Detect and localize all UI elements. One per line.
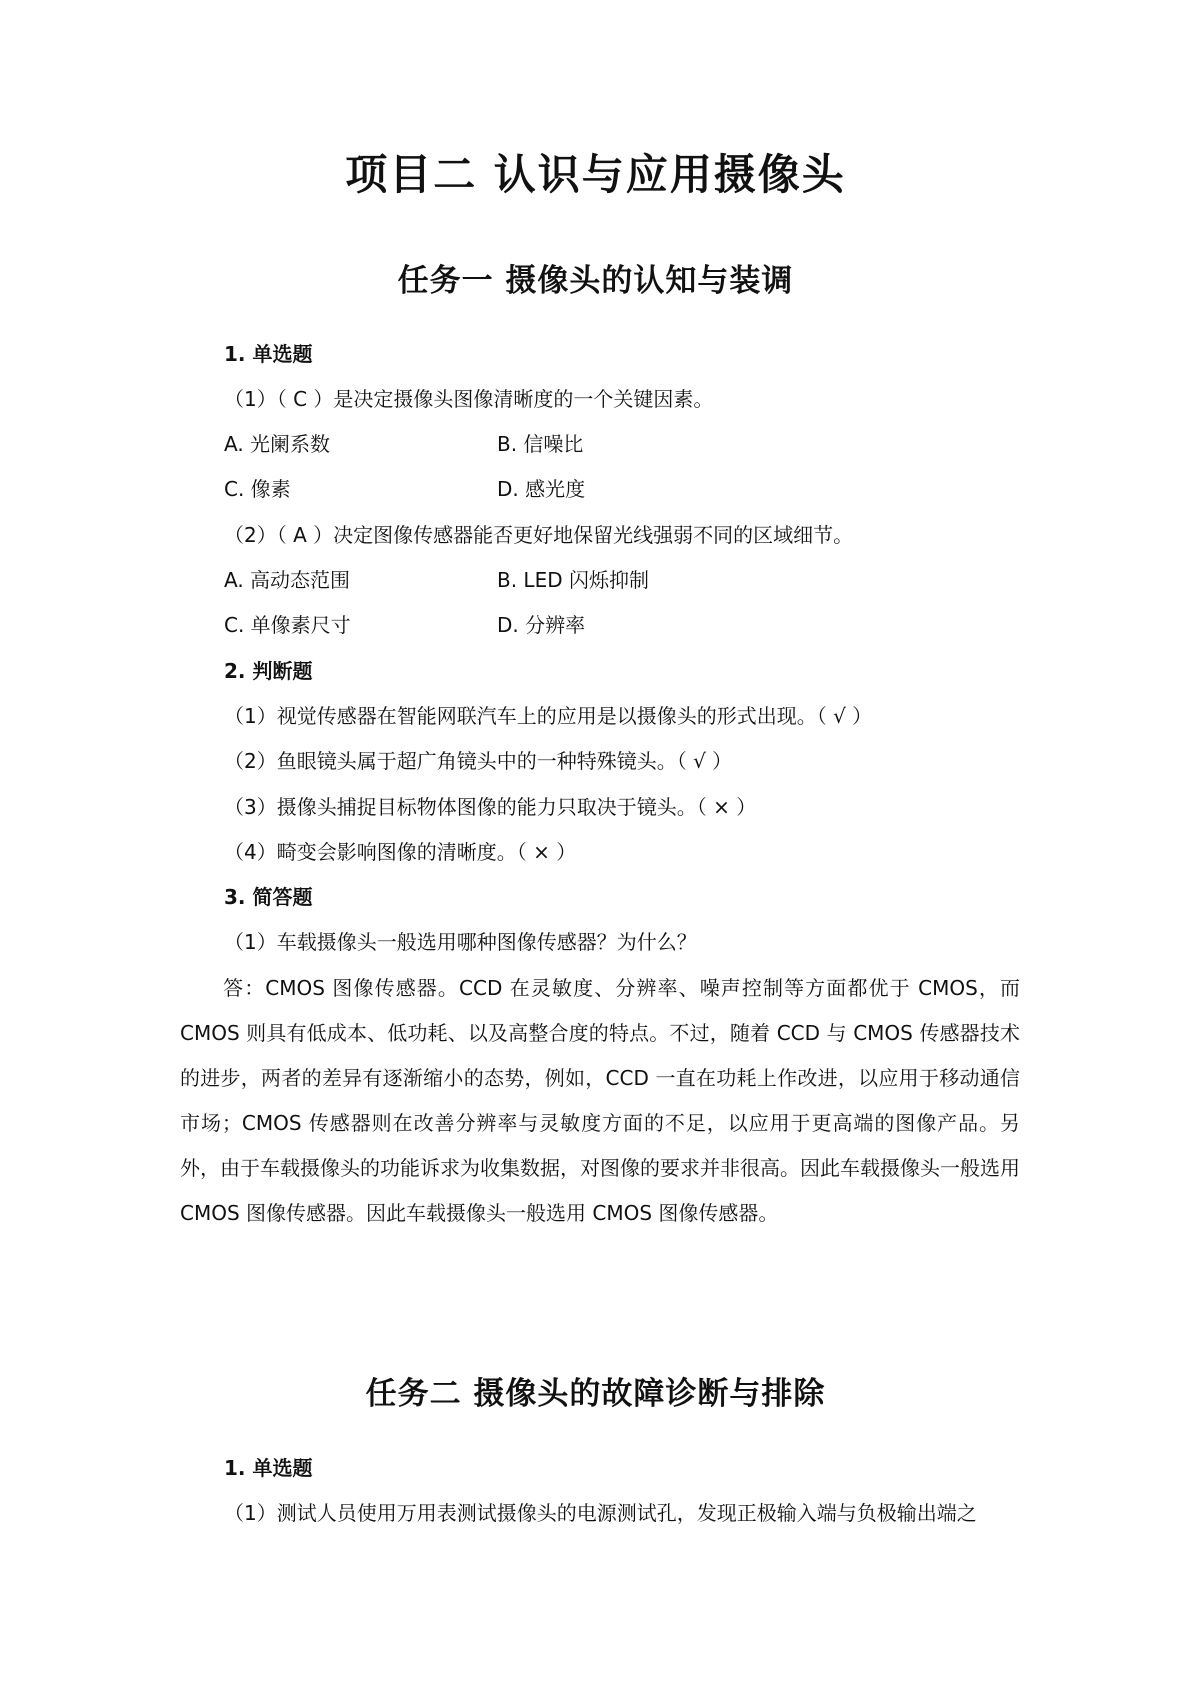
task1-q2-option-c: C. 单像素尺寸 bbox=[224, 613, 351, 637]
task1-q1-text: （1）（ C ）是决定摄像头图像清晰度的一个关键因素。 bbox=[224, 387, 714, 411]
task1-tf2: （2）鱼眼镜头属于超广角镜头中的一种特殊镜头。（ √ ） bbox=[224, 749, 733, 773]
task2-single-choice-heading: 1. 单选题 bbox=[224, 1456, 313, 1480]
task1-q1-option-b: B. 信噪比 bbox=[497, 432, 584, 456]
task1-q2-option-a: A. 高动态范围 bbox=[224, 568, 351, 592]
task1-q1-option-a: A. 光阑系数 bbox=[224, 432, 331, 456]
page-title: 项目二 认识与应用摄像头 bbox=[345, 150, 846, 199]
task1-short-answer-q1: （1）车载摄像头一般选用哪种图像传感器？为什么？ bbox=[224, 930, 697, 954]
task1-q2-option-d: D. 分辨率 bbox=[497, 613, 586, 637]
task1-q1-option-d: D. 感光度 bbox=[497, 477, 586, 501]
task1-short-answer-heading: 3. 简答题 bbox=[224, 885, 313, 909]
task1-tf3: （3）摄像头捕捉目标物体图像的能力只取决于镜头。（ × ） bbox=[224, 795, 757, 819]
task1-tf4: （4）畸变会影响图像的清晰度。（ × ） bbox=[224, 840, 577, 864]
task1-tf1: （1）视觉传感器在智能网联汽车上的应用是以摄像头的形式出现。（ √ ） bbox=[224, 704, 873, 728]
task1-true-false-heading: 2. 判断题 bbox=[224, 659, 313, 683]
task2-q1-text: （1）测试人员使用万用表测试摄像头的电源测试孔，发现正极输入端与负极输出端之 bbox=[224, 1501, 977, 1525]
answer-text: 答：CMOS 图像传感器。CCD 在灵敏度、分辨率、噪声控制等方面都优于 CMOS，而 CMOS 则具有低成本、低功耗、以及高整合度的特点。不过，随着 CCD 与 CMOS 传感器技术的进步，两者的差异有逐渐缩小的态势，例如，CCD 一直在功耗上作改进，以应用于移动通信市场；CMOS 传感器则在改善分辨率与灵敏度方面的不足，以应用于更高端的图像产品。另外，由于车载摄像头的功能诉求为收集数据，对图像的要求并非很高。因此车载摄像头一般选用 CMOS 图像传感器。因此车载摄像头一般选用 CMOS 图像传感器。 bbox=[180, 976, 1020, 1225]
task1-single-choice-heading: 1. 单选题 bbox=[224, 342, 313, 366]
task1-q1-option-c: C. 像素 bbox=[224, 477, 291, 501]
task1-q2-text: （2）（ A ）决定图像传感器能否更好地保留光线强弱不同的区域细节。 bbox=[224, 523, 854, 547]
task1-short-answer-answer bbox=[180, 966, 1020, 1236]
task1-title: 任务一 摄像头的认知与装调 bbox=[397, 263, 794, 299]
task2-title: 任务二 摄像头的故障诊断与排除 bbox=[365, 1376, 826, 1412]
task1-q2-option-b: B. LED 闪烁抑制 bbox=[497, 568, 649, 592]
